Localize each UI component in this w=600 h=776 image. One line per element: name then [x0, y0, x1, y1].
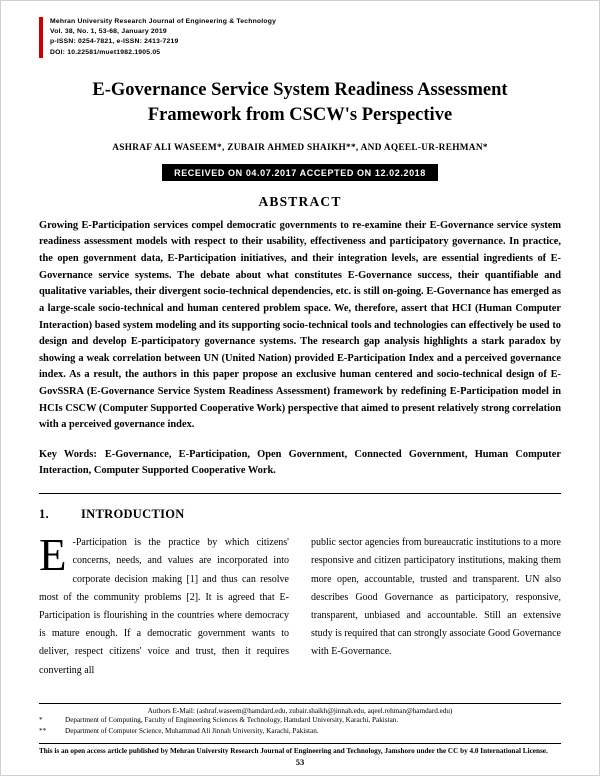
accent-bar [39, 17, 43, 58]
note1-marker: * [39, 716, 43, 725]
note2-text: Department of Computer Science, Muhammad Ali Jinnah University, Karachi, Pakistan. [65, 727, 319, 736]
license-divider [39, 743, 561, 744]
page-number: 53 [295, 757, 305, 767]
affiliation-note-1 [39, 715, 561, 726]
paper-title: E-Governance Service System Readiness Assessment Framework from CSCW's Perspective [92, 79, 508, 125]
abstract-heading: ABSTRACT [258, 193, 342, 209]
dropcap-letter: E [39, 530, 67, 581]
section-number: 1. [39, 507, 49, 522]
note1-text: Department of Computing, Faculty of Engineering Sciences & Technology, Hamdard University, Karachi, Pakistan. [65, 716, 399, 725]
body-columns [39, 530, 561, 680]
journal-doi: DOI: 10.22581/muet1982.1905.05 [50, 48, 161, 56]
intro-column-left [39, 530, 289, 680]
section-title: INTRODUCTION [81, 507, 185, 522]
keywords-label: Key Words: [39, 449, 97, 461]
authors-line: ASHRAF ALI WASEEM*, ZUBAIR AHMED SHAIKH**, AND AQEEL-UR-REHMAN* [112, 142, 488, 153]
journal-issn: p-ISSN: 0254-7821, e-ISSN: 2413-7219 [50, 38, 179, 46]
section-divider [39, 493, 561, 494]
keywords-text: E-Governance, E-Participation, Open Government, Connected Government, Human Computer Interaction, Computer Supported Cooperative Work. [39, 449, 561, 477]
license-statement: This is an open access article published by Mehran University Research Journal of Engineering and Technology, Jamshoro under the CC by 4.0 International License. [39, 747, 548, 755]
authors-email-note: Authors E-Mail: (ashraf.waseem@hamdard.edu, zubair.shaikh@jinnah.edu, aqeel.rehman@hamdard.edu) [147, 707, 453, 716]
journal-name: Mehran University Research Journal of Engineering & Technology [50, 18, 277, 25]
journal-volume: Vol. 38, No. 1, 53-68, January 2019 [50, 28, 167, 36]
journal-header [39, 17, 561, 58]
affiliation-note-2 [39, 726, 561, 737]
abstract-body: Growing E-Participation services compel democratic governments to re-examine their E-Governance service system readiness assessment models with respect to their usability, effectiveness and participatory governance. In practice, the open government data, E-Participation initiatives, and their integration levels, are essential ingredients of E-Governance service systems. The debate about what constitutes E-Governance success, their quantifiable and qualitative variables, their divergent socio-technical dependencies, etc. is still on-going. E-Governance has emerged as a large-scale socio-technical and human centered problem space. We, therefore, assert that HCI (Human Computer Interaction) based system modeling and its supporting socio-technical tools and technologies can effectively be used to design and develop E-participatory governance systems. The research gap analysis highlights a stark paradox by showing a weak correlation between UN (United Nation) provided E-Participation Index and a perceived governance index. As a result, the authors in this paper propose an exclusive human centered and socio-technical design of E-GovSSRA (E-Governance Service System Readiness Assessment) framework by redefining E-Participation model in HCIs CSCW (Computer Supported Cooperative Work) perspective that aimed to present relatively strong correlation with a perceived governance index. [39, 219, 561, 431]
intro-col1-text: -Participation is the practice by which citizens' concerns, needs, and values are incorporated into corporate decision making [1] and thus can resolve most of the community problems [2]. It is agreed that E-Participation is flourishing in the countries where democracy is mature enough. If a democratic government wants to deliver, respect citizens' voice and trust, then it requires converting all [39, 537, 289, 676]
intro-column-right: public sector agencies from bureaucratic institutions to a more responsive and citizen participatory institutions, making them more open, accountable, trusted and transparent. UN also describes Good Governance as participatory, responsive, transparent, unbiased and accountable. Still an extensive study is required that can strongly associate Good Governance with E-Governance. [311, 537, 561, 658]
received-accepted-badge: RECEIVED ON 04.07.2017 ACCEPTED ON 12.02.2018 [162, 164, 438, 181]
keywords-line [39, 447, 561, 479]
introduction-heading [39, 507, 561, 522]
footnote-divider [39, 703, 561, 704]
page-footer [39, 703, 561, 767]
note2-marker: ** [39, 727, 47, 736]
